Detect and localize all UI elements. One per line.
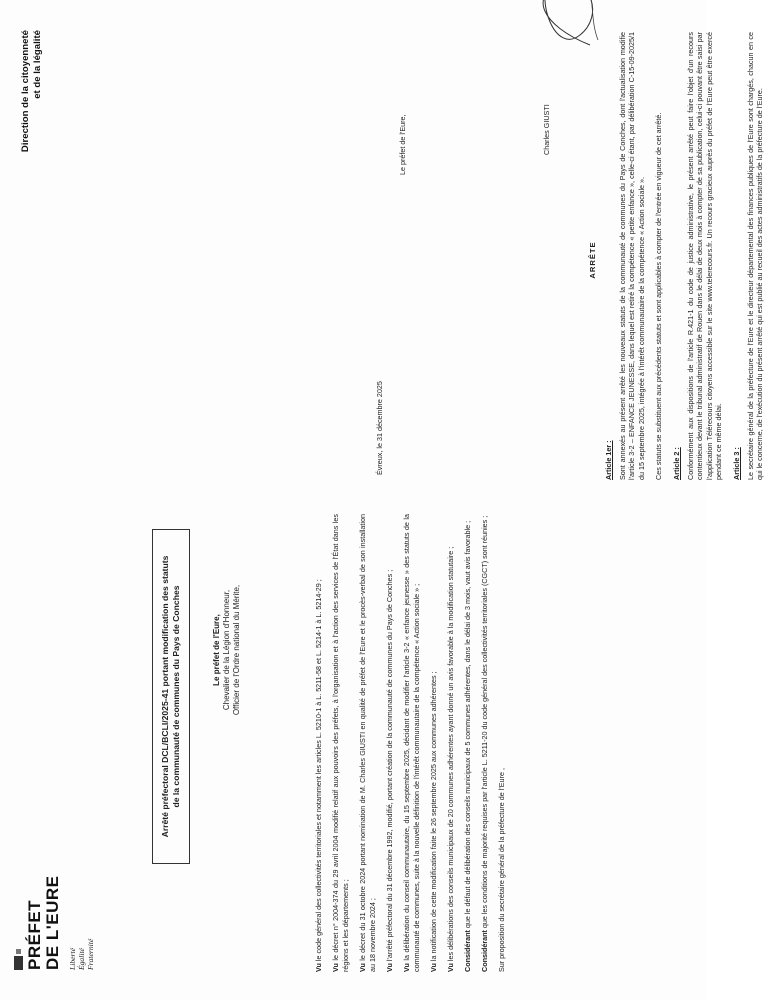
visa-item: Vu le code général des collectivités territoriales et notamment les articles L. 5210-1 à L. 5211-58 et L. 5214-1 à L. 5214-29 ;	[314, 579, 323, 972]
issuer-line-2: Chevalier de la Légion d'Honneur,	[221, 589, 231, 711]
issuer-block	[212, 500, 241, 800]
signatory-name: Charles GIUSTI	[542, 104, 551, 155]
article-3-paragraph: Le secrétaire général de la préfecture de l'Eure et le directeur départemental des finances publiques de l'Eure sont chargés, chacun en ce qui le concerne, de l'exécution du présent arrêté qui est publié au recueil des actes administratifs de la préfecture de l'Eure.	[745, 32, 765, 480]
decree-title-line-2: de la communauté de communes du Pays de Conches	[170, 585, 181, 808]
issuer-line-3: Officier de l'Ordre national du Mérite,	[231, 584, 241, 716]
visa-item: Vu le décret n° 2004-374 du 29 avril 2004 modifié relatif aux pouvoirs des préfets, à l'organisation et à l'action des services de l'État dans les régions et les départements ;	[331, 514, 350, 972]
arrete-heading: ARRÊTE	[588, 241, 597, 279]
prefet-logo	[14, 840, 134, 970]
emblem-dot	[16, 949, 21, 954]
signatory-title: Le préfet de l'Eure,	[398, 114, 407, 175]
considerant-item: Considérant que les conditions de majorité requises par l'article L. 5211-20 du code général des collectivités territoriales (CGCT) sont réunies ;	[480, 515, 490, 972]
logo-line-1: PRÉFET	[25, 899, 44, 970]
handwritten-signature	[520, 0, 610, 55]
issuer-line-1: Le préfet de l'Eure,	[212, 614, 221, 686]
decree-title	[152, 529, 190, 864]
visa-item: Vu les délibérations des conseils municipaux de 20 communes adhérentes ayant donné un avis favorable à la modification statutaire ;	[445, 546, 455, 972]
article-1-paragraph-1: Sont annexés au présent arrêté les nouveaux statuts de la communauté de communes du Pays de Conches, dont l'actualisation modifie l'article 3-2 – ENFANCE JEUNESSE, dans lequel est retiré la compétence « petite enfance », celle-ci étant, par délibération C-15-09-2025/1 du 15 septembre 2025, intégrée à l'intérêt communautaire de la compétence « Action sociale ».	[617, 32, 646, 480]
republic-motto	[68, 939, 95, 970]
decree-title-line-1: Arrêté préfectoral DCL/BCLI/2025-41 portant modification des statuts	[160, 555, 170, 838]
direction-line-2: et de la légalité	[32, 30, 43, 99]
visa-item: Vu la notification de cette modification faite le 26 septembre 2025 aux communes adhérentes ;	[428, 671, 438, 972]
considerant-item: Considérant que le défaut de délibération des conseils municipaux de 5 communes adhérentes, dans le délai de 3 mois, vaut avis favorable ;	[463, 520, 473, 972]
article-2-paragraph: Conformément aux dispositions de l'article R.421-1 du code de justice administrative, le présent arrêté peut faire l'objet d'un recours contentieux devant le tribunal administratif de Rouen dans le délai de deux mois à compter de sa publication, celui-ci pouvant être saisi par l'application Télérecours citoyens accessible sur le site www.telerecours.fr. Un recours gracieux auprès du préfet de l'Eure peut être exercé pendant ce même délai.	[685, 32, 724, 480]
place-and-date: Évreux, le 31 décembre 2025	[375, 381, 384, 475]
direction-line-1: Direction de la citoyenneté	[20, 30, 31, 153]
motto-liberte: Liberté	[68, 948, 77, 970]
visa-item: Vu la délibération du conseil communautaire, du 15 septembre 2025, décidant de modifier l'article 3-2 « enfance jeunesse » des statuts de la communauté de communes, suite à la nouvelle définition de l'intérêt communautaire de la compétence « Action sociale » ;	[401, 513, 421, 972]
marianne-emblem	[14, 956, 23, 970]
visas-list	[314, 514, 515, 972]
visa-item: Vu le décret du 31 octobre 2024 portant nomination de M. Charles GIUSTI en qualité de préfet de l'Eure et le procès-verbal de son installation au 18 novembre 2024 ;	[357, 514, 377, 972]
article-1-heading: Article 1er :	[604, 440, 613, 480]
signature-block	[0, 25, 707, 475]
article-1-paragraph-2: Ces statuts se substituent aux précédents statuts et sont applicables à compter de l'entrée en vigueur de cet arrêté.	[654, 112, 664, 480]
motto-egalite: Égalité	[77, 948, 86, 970]
logo-line-2: DE L'EURE	[43, 875, 62, 970]
article-3-heading: Article 3 :	[731, 447, 741, 480]
proposition-line: Sur proposition du secrétaire général de la préfecture de l'Eure ,	[497, 768, 507, 972]
motto-fraternite: Fraternité	[86, 938, 95, 970]
article-2-heading: Article 2 :	[671, 447, 681, 480]
visa-item: Vu l'arrêté préfectoral du 31 décembre 1992, modifié, portant création de la communauté de communes du Pays de Conches ;	[384, 569, 394, 972]
